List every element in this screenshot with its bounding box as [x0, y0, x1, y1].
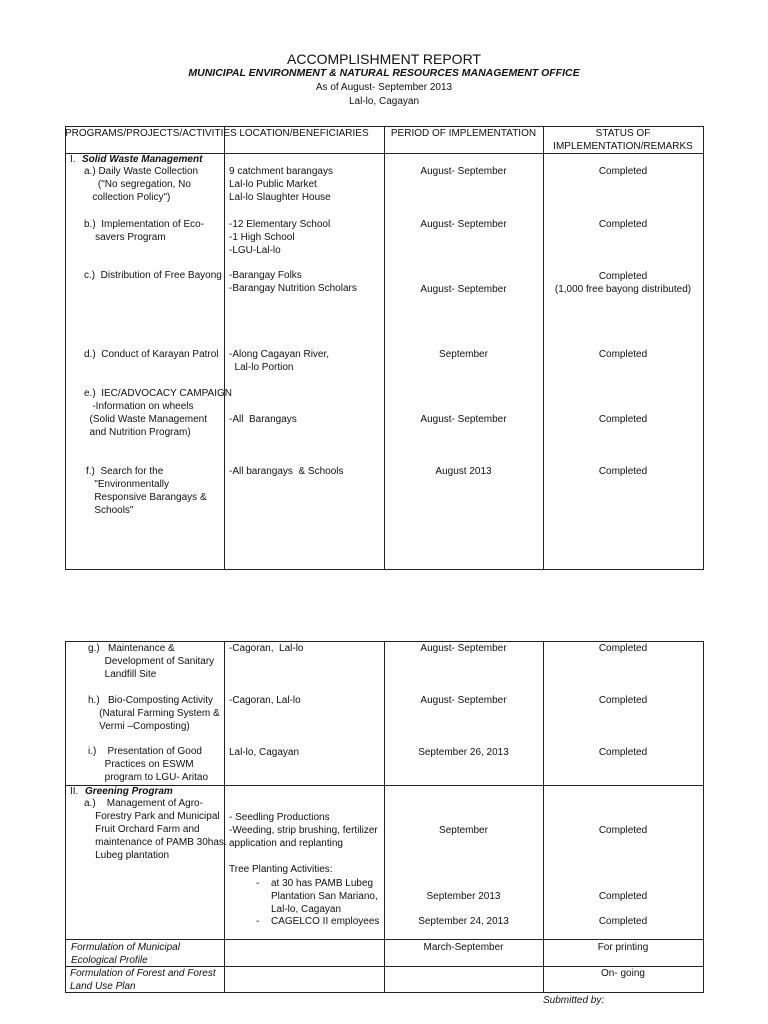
- status-cell: On- going: [601, 968, 645, 979]
- status-cell: Completed: [598, 166, 648, 177]
- period-cell: September: [439, 349, 488, 360]
- period-cell: August- September: [420, 219, 507, 230]
- status-cell: Completed: [598, 916, 648, 927]
- status-cell: Completed: [598, 891, 648, 902]
- period-cell: September: [439, 825, 488, 836]
- activity-cell: h.) Bio-Composting Activity (Natural Farming System & Vermi –Composting): [88, 695, 220, 732]
- activity-cell: Formulation of Municipal Ecological Profile: [71, 942, 180, 966]
- period-cell: August- September: [420, 695, 507, 706]
- period-cell: August 2013: [435, 466, 492, 477]
- activity-cell: Formulation of Forest and Forest Land Use Plan: [70, 968, 216, 992]
- column-header-programs: PROGRAMS/PROJECTS/ACTIVITIES: [65, 128, 237, 139]
- location-cell: -Cagoran, Lal-lo: [229, 695, 301, 706]
- period-cell: August- September: [420, 643, 507, 654]
- bullet: -: [256, 878, 260, 889]
- submitted-by-label: Submitted by:: [543, 995, 605, 1006]
- location-cell: -Cagoran, Lal-lo: [229, 643, 304, 654]
- status-cell: Completed: [598, 466, 648, 477]
- location-cell: -Barangay Folks -Barangay Nutrition Scholars: [229, 270, 357, 294]
- report-title: ACCOMPLISHMENT REPORT: [287, 51, 481, 67]
- location-cell: -12 Elementary School -1 High School -LGU-Lal-lo: [229, 219, 331, 256]
- location-cell: 9 catchment barangays Lal-lo Public Market Lal-lo Slaughter House: [229, 166, 333, 203]
- period-cell: August- September: [420, 284, 507, 295]
- location-cell: -Along Cagayan River, Lal-lo Portion: [229, 349, 330, 373]
- column-border: [65, 126, 66, 569]
- period-cell: September 24, 2013: [418, 916, 509, 927]
- activity-cell: f.) Search for the "Environmentally Responsive Barangays & Schools": [86, 466, 207, 516]
- activity-cell: i.) Presentation of Good Practices on ESWM program to LGU- Aritao: [88, 746, 209, 783]
- tree-planting-label: Tree Planting Activities:: [229, 864, 333, 875]
- column-border: [703, 126, 704, 569]
- activity-cell: a.) Daily Waste Collection ("No segregation, No collection Policy"): [84, 166, 199, 203]
- activity-cell: g.) Maintenance & Development of Sanitary Landfill Site: [88, 643, 215, 680]
- period-cell: March-September: [423, 942, 504, 953]
- status-cell: Completed: [598, 747, 648, 758]
- status-cell: Completed: [598, 349, 648, 360]
- section-number: I.: [70, 154, 76, 165]
- period-cell: September 26, 2013: [418, 747, 509, 758]
- status-cell: For printing: [597, 942, 649, 953]
- status-cell: Completed: [598, 695, 648, 706]
- status-cell: Completed (1,000 free bayong distributed): [554, 271, 692, 295]
- activity-cell: a.) Management of Agro- Forestry Park and Municipal Fruit Orchard Farm and maintenance of PAMB 30has. Lubeg plantation: [84, 798, 227, 861]
- location-cell: -All Barangays: [229, 414, 297, 425]
- status-cell: Completed: [598, 643, 648, 654]
- location-cell: Lal-lo, Cagayan: [229, 747, 300, 758]
- column-border: [224, 126, 225, 569]
- period-cell: August- September: [420, 414, 507, 425]
- column-header-status: STATUS OF IMPLEMENTATION/REMARKS: [553, 128, 693, 152]
- bullet: -: [256, 916, 260, 927]
- report-period: As of August- September 2013: [315, 82, 453, 93]
- period-cell: September 2013: [426, 891, 501, 902]
- column-header-location: LOCATION/BENEFICIARIES: [239, 128, 369, 139]
- section-title: Solid Waste Management: [82, 154, 203, 165]
- status-cell: Completed: [598, 219, 648, 230]
- tree-planting-item: at 30 has PAMB Lubeg Plantation San Mariano, Lal-lo, Cagayan: [271, 878, 378, 915]
- location-cell: -All barangays & Schools: [229, 466, 344, 477]
- activity-cell: d.) Conduct of Karayan Patrol: [84, 349, 219, 360]
- column-header-period: PERIOD OF IMPLEMENTATION: [390, 128, 537, 139]
- status-cell: Completed: [598, 825, 648, 836]
- table-border: [65, 569, 704, 570]
- office-name: MUNICIPAL ENVIRONMENT & NATURAL RESOURCES MANAGEMENT OFFICE: [188, 67, 580, 79]
- location-cell: - Seedling Productions -Weeding, strip brushing, fertilizer application and replanting: [229, 812, 378, 849]
- activity-cell: c.) Distribution of Free Bayong: [84, 270, 222, 281]
- report-place: Lal-lo, Cagayan: [348, 96, 420, 107]
- period-cell: August- September: [420, 166, 507, 177]
- section-number: II.: [70, 786, 79, 797]
- activity-cell: e.) IEC/ADVOCACY CAMPAIGN -Information on wheels (Solid Waste Management and Nutrition Program): [84, 388, 232, 438]
- status-cell: Completed: [598, 414, 648, 425]
- tree-planting-item: CAGELCO II employees: [271, 916, 380, 927]
- section-title: Greening Program: [85, 786, 173, 797]
- activity-cell: b.) Implementation of Eco- savers Program: [84, 219, 205, 243]
- column-border: [65, 641, 66, 992]
- column-border: [703, 641, 704, 992]
